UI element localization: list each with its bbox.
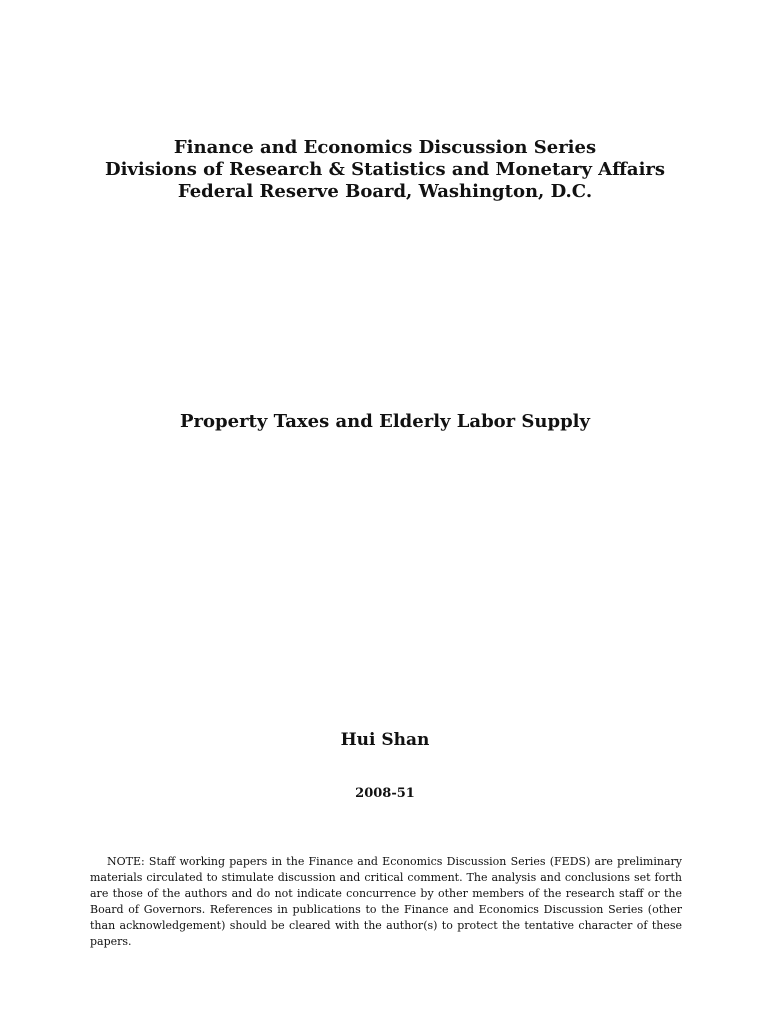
divisions-line: Divisions of Research & Statistics and Monetary Affairs — [104, 159, 666, 180]
paper-number: 2008-51 — [355, 786, 415, 801]
author-name: Hui Shan — [340, 730, 430, 750]
disclaimer-note: NOTE: Staff working papers in the Finance and Economics Discussion Series (FEDS) are preliminary materials circulated to stimulate discussion and critical comment. The analysis and conclusions set forth are those of the authors and do not indicate concurrence by other members of the research staff or the Board of Governors. References in publications to the Finance and Economics Discussion Series (other than acknowledgement) should be cleared with the author(s) to protect the tentative character of these papers. — [90, 855, 682, 948]
series-name: Finance and Economics Discussion Series — [173, 137, 597, 158]
paper-title: Property Taxes and Elderly Labor Supply — [180, 411, 590, 432]
institution-line: Federal Reserve Board, Washington, D.C. — [177, 181, 593, 202]
series-header — [0, 137, 770, 203]
